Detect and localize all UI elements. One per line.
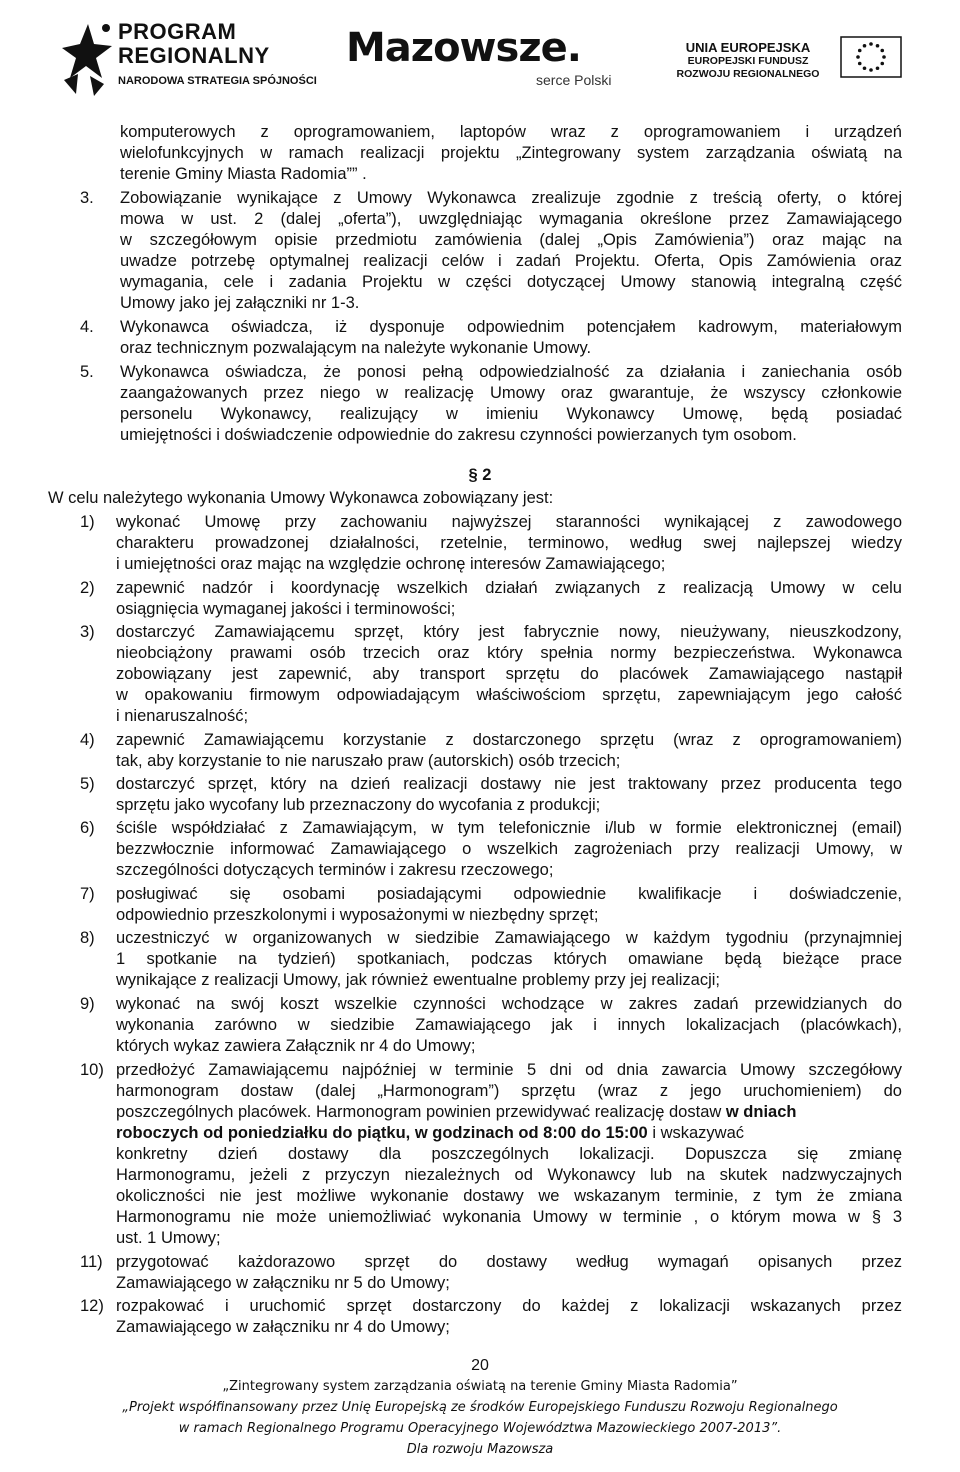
text-line: wynikające z realizacji Umowy, jak również ewentualne problemy przy jej realizacji; xyxy=(116,971,721,989)
list-number: 9) xyxy=(80,995,95,1013)
bold-text: roboczych od poniedziałku do piątku, w godzinach od 8:00 do 15:00 xyxy=(116,1124,648,1142)
footer-slogan: Dla rozwoju Mazowsza xyxy=(406,1442,554,1457)
text-line: zaangażowanych przez niego w realizację Umowy oraz gwarantuje, że wszyscy członkowie xyxy=(120,384,902,402)
page-header xyxy=(0,0,960,110)
text-line: uczestniczyć w organizowanych w siedzibie Zamawiającego w każdym tygodniu (przynajmniej xyxy=(116,929,902,947)
text-line: ściśle współdziałać z Zamawiającym, w tym telefonicznie i/lub w formie elektronicznej (email) xyxy=(116,819,902,837)
list-number: 5) xyxy=(80,775,95,793)
regionalny-label: REGIONALNY xyxy=(118,43,270,68)
text-line: odpowiednio przeszkolonymi i wyposażonymi w niezbędny sprzęt; xyxy=(116,906,599,924)
list-number: 8) xyxy=(80,929,95,947)
list-number: 4. xyxy=(80,318,94,336)
list-number: 3) xyxy=(80,623,95,641)
star-icon xyxy=(58,18,112,96)
text-line: i umiejętności oraz mając na względzie ochronę interesów Zamawiającego; xyxy=(116,555,666,573)
eu-label: UNIA EUROPEJSKA xyxy=(685,40,811,55)
section-intro: W celu należytego wykonania Umowy Wykonawca zobowiązany jest: xyxy=(48,489,554,507)
eu-regional-label: ROZWOJU REGIONALNEGO xyxy=(676,68,820,80)
text-line: zobowiązany jest zapewnić, aby transport sprzętu do placówek Zamawiającego nastąpił xyxy=(116,665,902,683)
text-line xyxy=(116,1123,744,1144)
text-line: sprzętu jako wycofany lub przeznaczony do wycofania z produkcji; xyxy=(116,796,601,814)
text-segment: poszczególnych placówek. Harmonogram powinien przewidywać realizację dostaw xyxy=(116,1103,722,1121)
list-number: 4) xyxy=(80,731,95,749)
text-line: zapewnić nadzór i koordynację wszelkich działań związanych z realizacją Umowy w celu xyxy=(116,579,902,597)
text-line: Zamawiającego w załączniku nr 5 do Umowy; xyxy=(116,1274,450,1292)
footer-cofinancing: „Projekt współfinansowany przez Unię Europejską ze środków Europejskiego Funduszu Rozwoju Regionalnego xyxy=(122,1400,838,1415)
text-line: charakteru prowadzonej działalności, rzetelnie, terminowo, według swej najlepszej wiedzy xyxy=(116,534,902,552)
text-line: zapewnić Zamawiającemu korzystanie z dostarczonego sprzętu (wraz z oprogramowaniem) xyxy=(116,731,902,749)
text-line: wymagania, cele i zadania Projektu w części dotyczącej Umowy stanowią integralną część xyxy=(120,273,902,291)
text-line: wykonać Umowę przy zachowaniu najwyższej staranności wynikającej z zawodowego xyxy=(116,513,902,531)
list-number: 5. xyxy=(80,363,94,381)
eu-fund-label: EUROPEJSKI FUNDUSZ xyxy=(687,55,809,67)
text-line: i nienaruszalność; xyxy=(116,707,249,725)
text-line: tak, aby korzystanie to nie naruszało praw (autorskich) osób trzecich; xyxy=(116,752,621,770)
eu-logo xyxy=(668,36,928,86)
text-line: osiągnięcia wymaganej jakości i terminowości; xyxy=(116,600,456,618)
text-line: wykonania zarówno w siedzibie Zamawiającego jak i innych lokalizacjach (placówkach), xyxy=(116,1016,902,1034)
list-number: 7) xyxy=(80,885,95,903)
text-line: przygotować każdorazowo sprzęt do dostawy według wymagań opisanych przez xyxy=(116,1253,902,1271)
mazowsze-wordmark: Mazowsze. xyxy=(346,25,581,71)
text-line: 1 spotkanie na tydzień) spotkaniach, podczas których omawiane będą bieżące prace xyxy=(116,950,902,968)
text-line: personelu Wykonawcy, realizujący w imieniu Wykonawcy Umowę, będą posiadać xyxy=(120,405,902,423)
text-line: Harmonogramu nie może uniemożliwiać wykonania Umowy w terminie , o którym mowa w § 3 xyxy=(116,1208,902,1226)
page-number: 20 xyxy=(471,1357,489,1374)
text-line: posługiwać się osobami posiadającymi odpowiednie kwalifikacje i doświadczenie, xyxy=(116,885,902,903)
footer-program: w ramach Regionalnego Programu Operacyjnego Województwa Mazowieckiego 2007-2013”. xyxy=(178,1421,782,1436)
text-line: w opakowaniu firmowym odpowiadającym właściwościom sprzętu, zapewniającym jego całość xyxy=(116,686,902,704)
text-line: Harmonogramu, jeżeli z przyczyn niezależnych od Wykonawcy lub na skutek nadzwyczajnych xyxy=(116,1166,902,1184)
text-line: przedłożyć Zamawiającemu najpóźniej w terminie 5 dni od dnia zawarcia Umowy szczegółowy xyxy=(116,1061,902,1079)
list-number: 6) xyxy=(80,819,95,837)
mazowsze-tagline: serce Polski xyxy=(536,72,612,88)
text-line: umiejętności i doświadczenie odpowiednie do zakresu czynności powierzanych tym osobom. xyxy=(120,426,797,444)
eu-flag-icon xyxy=(840,36,902,78)
text-line: dostarczyć sprzęt, który na dzień realizacji dostawy nie jest traktowany przez producenta tego xyxy=(116,775,902,793)
mazowsze-logo xyxy=(346,26,646,96)
text-line: mowa w ust. 2 (dalej „oferta”), uwzględniając wymagania określone przez Zamawiającego xyxy=(120,210,902,228)
text-line xyxy=(116,1102,796,1123)
nss-label: NARODOWA STRATEGIA SPÓJNOŚCI xyxy=(118,75,317,87)
list-number: 1) xyxy=(80,513,95,531)
text-line: Zamawiającego w załączniku nr 4 do Umowy; xyxy=(116,1318,450,1336)
text-line: nieobciążony prawami osób trzecich oraz który spełnia normy bezpieczeństwa. Wykonawca xyxy=(116,644,902,662)
text-line: wielofunkcyjnych w ramach realizacji projektu „Zintegrowany system zarządzania oświatą na xyxy=(120,144,902,162)
text-line: okoliczności nie jest możliwe wykonanie dostawy we wskazanym terminie, z tym że zmiana xyxy=(116,1187,902,1205)
list-number: 12) xyxy=(80,1297,104,1315)
text-segment: i wskazywać xyxy=(652,1124,745,1142)
footer-project-title: „Zintegrowany system zarządzania oświatą na terenie Gminy Miasta Radomia” xyxy=(222,1379,738,1394)
text-line: dostarczyć Zamawiającemu sprzęt, który jest fabrycznie nowy, nieużywany, nieuszkodzony, xyxy=(116,623,902,641)
text-line: w szczegółowym opisie przedmiotu zamówienia (dalej „Opis Zamówienia”) oraz mając na xyxy=(120,231,902,249)
page-footer xyxy=(0,1356,960,1460)
text-line: Wykonawca oświadcza, iż dysponuje odpowiednim potencjałem kadrowym, materiałowym xyxy=(120,318,902,336)
list-number: 10) xyxy=(80,1061,104,1079)
text-line: Zobowiązanie wynikające z Umowy Wykonawca zrealizuje zgodnie z treścią oferty, o której xyxy=(120,189,902,207)
list-number: 2) xyxy=(80,579,95,597)
text-line: harmonogram dostaw (dalej „Harmonogram”) sprzętu (wraz z jego uruchomieniem) do xyxy=(116,1082,902,1100)
text-line: Umowy jako jej załączniki nr 1-3. xyxy=(120,294,360,312)
text-line: konkretny dzień dostawy dla poszczególnych lokalizacji. Dopuszcza się zmianę xyxy=(116,1145,902,1163)
program-regionalny-logo xyxy=(58,14,318,96)
text-line: których wykaz zawiera Załącznik nr 4 do Umowy; xyxy=(116,1037,476,1055)
text-line: bezzwłocznie informować Zamawiającego o wszelkich zagrożeniach przy realizacji Umowy, w xyxy=(116,840,902,858)
text-line: szczególności dotyczących terminów i zakresu rzeczowego; xyxy=(116,861,554,879)
section-heading: § 2 xyxy=(468,466,492,484)
text-line: Wykonawca oświadcza, że ponosi pełną odpowiedzialność za działania i zaniechania osób xyxy=(120,363,902,381)
program-label: PROGRAM xyxy=(118,19,237,44)
list-number: 11) xyxy=(80,1253,103,1271)
text-line: komputerowych z oprogramowaniem, laptopów wraz z oprogramowaniem i urządzeń xyxy=(120,123,902,141)
text-line: oraz technicznym pozwalającym na należyte wykonanie Umowy. xyxy=(120,339,592,357)
text-line: uwadze potrzebę optymalnej realizacji celów i zadań Projektu. Oferta, Opis Zamówienia oraz xyxy=(120,252,902,270)
list-number: 3. xyxy=(80,189,94,207)
text-line: terenie Gminy Miasta Radomia”” . xyxy=(120,165,367,183)
text-line: ust. 1 Umowy; xyxy=(116,1229,221,1247)
text-line: wykonać na swój koszt wszelkie czynności wchodzące w zakres zadań przewidzianych do xyxy=(116,995,902,1013)
bold-text: w dniach xyxy=(725,1103,797,1121)
text-line: rozpakować i uruchomić sprzęt dostarczony do każdej z lokalizacji wskazanych przez xyxy=(116,1297,902,1315)
